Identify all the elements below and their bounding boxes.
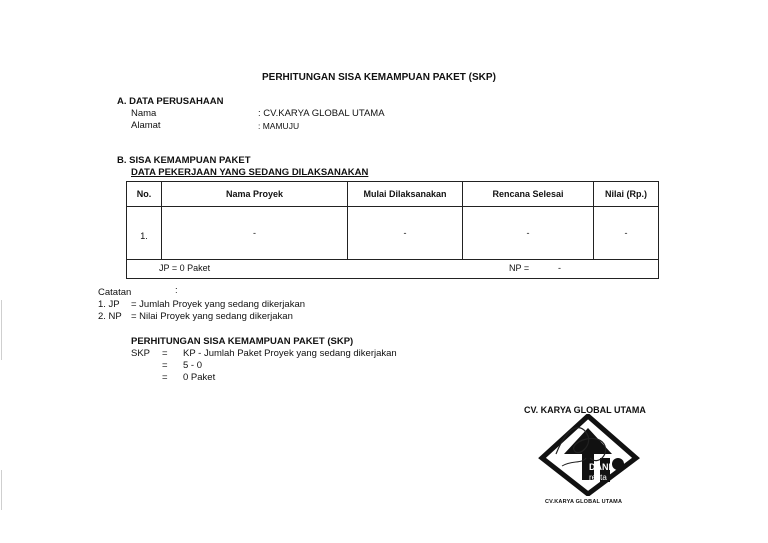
scan-edge-mark [1,470,2,510]
jp-summary: JP = 0 Paket [159,263,211,273]
stamp-text-1: DANI [589,462,611,472]
header-mulai: Mulai Dilaksanakan [348,182,463,207]
header-nilai: Nilai (Rp.) [594,182,659,207]
alamat-label: Alamat [131,120,161,131]
stamp-text-2: recta [589,473,607,482]
calc-line-3-text: 0 Paket [183,372,216,383]
cell-mulai: - [348,207,463,260]
stamp-footer: CV.KARYA GLOBAL UTAMA [545,499,623,505]
signature-company: CV. KARYA GLOBAL UTAMA [524,405,646,415]
scan-edge-mark [1,300,2,360]
note-1-text: = Jumlah Proyek yang sedang dikerjakan [131,299,306,310]
cell-nilai: - [594,207,659,260]
header-rencana-selesai: Rencana Selesai [463,182,594,207]
section-b-subheading: DATA PEKERJAAN YANG SEDANG DILAKSANAKAN [131,167,369,178]
nama-value: : CV.KARYA GLOBAL UTAMA [258,108,385,119]
table-row [127,207,659,260]
notes-heading: Catatan [98,287,132,298]
table-footer [127,260,659,279]
note-1-num: 1. JP [98,299,120,310]
header-no: No. [127,182,162,207]
cell-nama: - [162,207,348,260]
table-footer-row [127,260,659,279]
np-value: - [558,263,561,273]
notes-colon: : [175,285,178,296]
nama-label: Nama [131,108,157,119]
work-table [126,181,659,279]
calc-heading: PERHITUNGAN SISA KEMAMPUAN PAKET (SKP) [131,336,354,347]
note-2-num: 2. NP [98,311,122,322]
page-title: PERHITUNGAN SISA KEMAMPUAN PAKET (SKP) [262,72,496,83]
np-label: NP = [509,263,530,273]
header-nama-proyek: Nama Proyek [162,182,348,207]
alamat-value: : MAMUJU [258,121,300,131]
cell-no: 1. [127,207,162,260]
section-a-heading: A. DATA PERUSAHAAN [117,96,224,107]
calc-line-2-text: 5 - 0 [183,360,203,371]
cell-selesai: - [463,207,594,260]
section-b-heading: B. SISA KEMAMPUAN PAKET [117,155,251,166]
calc-line-2-eq: = [162,360,168,371]
calc-line-1-text: KP - Jumlah Paket Proyek yang sedang dikerjakan [183,348,397,359]
table-header-row [127,182,659,207]
company-stamp-logo [538,414,646,496]
calc-line-1-left: SKP [131,348,151,359]
note-2-text: = Nilai Proyek yang sedang dikerjakan [131,311,293,322]
calc-line-1-eq: = [162,348,168,359]
calc-line-3-eq: = [162,372,168,383]
